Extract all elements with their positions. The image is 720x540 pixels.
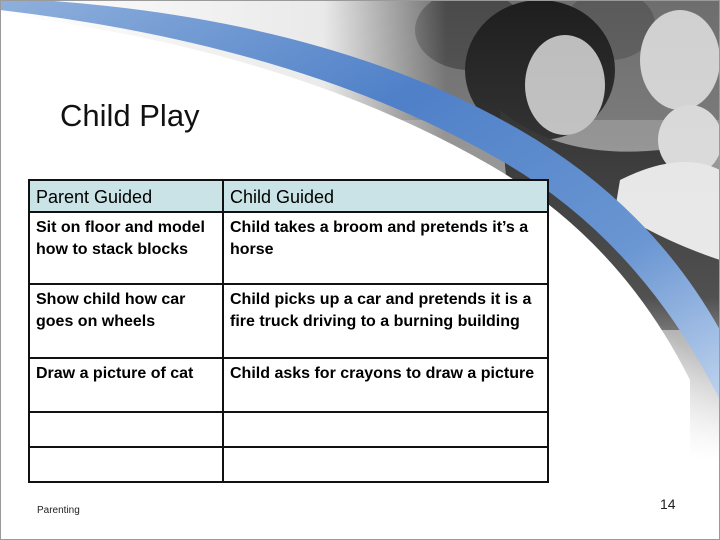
table-cell: Sit on floor and model how to stack blocks xyxy=(29,212,223,284)
table-cell xyxy=(223,447,548,482)
table-cell: Show child how car goes on wheels xyxy=(29,284,223,358)
footer-text: Parenting xyxy=(37,505,80,516)
table-row xyxy=(29,358,548,412)
header-child-guided: Child Guided xyxy=(223,180,548,212)
table-row xyxy=(29,212,548,284)
table-row xyxy=(29,447,548,482)
table-cell: Draw a picture of cat xyxy=(29,358,223,412)
table-row xyxy=(29,284,548,358)
page-number: 14 xyxy=(660,496,676,512)
table-cell: Child takes a broom and pretends it’s a horse xyxy=(223,212,548,284)
table-cell xyxy=(223,412,548,447)
table-cell xyxy=(29,447,223,482)
slide-title: Child Play xyxy=(60,98,200,133)
header-parent-guided: Parent Guided xyxy=(29,180,223,212)
table-header-row xyxy=(29,180,548,212)
table-row xyxy=(29,412,548,447)
table-cell: Child picks up a car and pretends it is a fire truck driving to a burning building xyxy=(223,284,548,358)
play-table xyxy=(28,179,549,483)
table-cell xyxy=(29,412,223,447)
table-cell: Child asks for crayons to draw a picture xyxy=(223,358,548,412)
